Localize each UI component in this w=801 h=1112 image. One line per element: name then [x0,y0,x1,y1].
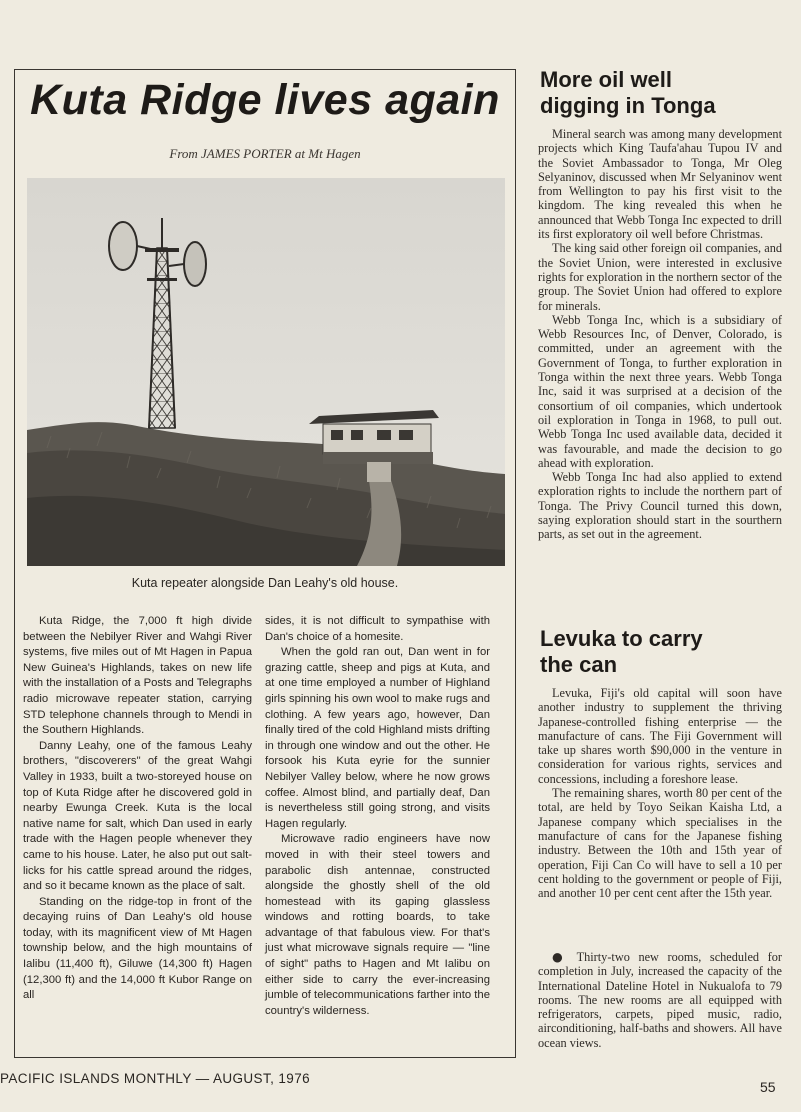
oil-article-body [538,127,782,542]
paragraph: Microwave radio engineers have now moved in with their steel towers and parabolic dish antennae, constructed alongside the ghostly shell of the old homestead with its gaping glassless windows and rotting boards, to take advantage of that fabulous view. For that's just what microwave signals require — "line of sight" paths to Hagen and Mt Ialibu on either side to carry the ever-increasing jumble of telecommunications farther into the country's wilderness. [265,833,490,1017]
publication-footer: PACIFIC ISLANDS MONTHLY — AUGUST, 1976 [0,1071,311,1086]
paragraph: The king said other foreign oil companies, and the Soviet Union, were interested in exclusive rights for exploration in the northern sector of the group. The Soviet Union had offered to explore for minerals. [538,241,782,313]
paragraph: sides, it is not difficult to sympathise with Dan's choice of a homesite. [265,615,490,643]
page-number: 55 [760,1079,776,1095]
paragraph: When the gold ran out, Dan went in for grazing cattle, sheep and pigs at Kuta, and at one time employed a number of Highland girls spinning his own wool to make rugs and clothing. A few years ago, however, Dan finally tired of the cold Highland mists drifting in through one window and out the other. He forsook his Kuta eyrie for the sunnier Nebilyer Valley below, where he now grows coffee. Almost blind, and partially deaf, Dan is nevertheless still going strong, and visits Hagen regularly. [265,646,490,830]
paragraph: Mineral search was among many development projects which King Taufa'ahau Tupou IV and the Soviet Ambassador to Tonga, Mr Oleg Selyaninov, discussed when Mr Selyaninov went from Wellington to pay his first visit to the kingdom. The king revealed this when he announced that Webb Tonga Inc expected to drill its first exploratory oil well before Christmas. [538,127,782,242]
bullet-text: Thirty-two new rooms, scheduled for completion in July, increased the capacity of the International Dateline Hotel in Nukualofa to 79 rooms. The new rooms are all equipped with refrigerators, carpets, piped music, radio, airconditioning, half-baths and showers. All have ocean views. [538,950,782,1050]
paragraph: Kuta Ridge, the 7,000 ft high divide between the Nebilyer River and Wahgi River systems, five miles out of Mt Hagen in Papua New Guinea's Highlands, takes on new life with the installation of a Posts and Telegraphs radio microwave repeater station, carrying STD telephone channels through to Mendi in the Southern Highlands. [23,615,253,737]
paragraph: Danny Leahy, one of the famous Leahy brothers, "discoverers" of the great Wahgi Valley in 1933, built a two-storeyed house on top of Kuta Ridge after he discovered gold in nearby Ewunga Creek. Kuta is the local native name for salt, which Dan used in early trade with the Hagen people whenever they came to his house. Later, he also put out salt-licks for his cattle spread around the ridges, and so it became known as the place of salt. [23,739,252,893]
paragraph: Standing on the ridge-top in front of the decaying ruins of Dan Leahy's old house today, with its magnificent view of Mt Hagen township below, and the high mountains of Ialibu (11,400 ft), Giluwe (14,300 ft) Hagen (12,300 ft) and the 14,000 ft Kubor Range on all [23,895,252,1002]
main-article-box [14,69,516,1058]
levuka-article-body [538,686,782,900]
article-column-1 [23,614,252,1004]
paragraph: Webb Tonga Inc, which is a subsidiary of Webb Resources Inc, of Denver, Colorado, is committed, under an agreement with the Government of Tonga, to further exploration in Tonga within the next three years. Webb Tonga Inc, said it was surprised at a decision of the consortium of oil companies, which undertook oil exploration in Tonga in 1968, to pull out. Webb Tonga Inc used available data, decided it was favourable, and made the decision to go ahead with exploration. [538,312,782,470]
levuka-article-headline: Levuka to carry the can [540,626,703,677]
article-column-2 [265,614,490,1019]
hotel-news-item [538,950,782,1050]
paragraph: The remaining shares, worth 80 per cent of the total, are held by Toyo Seikan Kaisha Ltd, a Japanese company which specialises in the manufacture of cans for the Japanese fishing industry. Between the 10th and 15th year of operation, Fiji Can Co will have to sell a 10 per cent holding to the government or people of Fiji, and another 10 per cent cent after the 15th year. [538,786,782,901]
photo-kuta-repeater [27,178,505,566]
paragraph: Levuka, Fiji's old capital will soon have another industry to supplement the thriving Japanese-controlled fishing enterprise — the manufacture of cans. The Fiji Government will take up shares worth $90,000 in the venture in consideration for various rights, services and concessions, including a foreshore lease. [538,686,782,786]
paragraph: Webb Tonga Inc had also applied to extend exploration rights to include the northern part of Tonga. The Privy Council turned this down, saying exploration should start in the sourthern parts, as set out in the agreement. [538,470,782,542]
main-byline: From JAMES PORTER at Mt Hagen [169,146,361,161]
bullet-icon: ● [552,950,569,964]
oil-article-headline: More oil well digging in Tonga [540,67,716,118]
main-headline: Kuta Ridge lives again [30,76,500,124]
photo-caption: Kuta repeater alongside Dan Leahy's old house. [131,576,399,590]
